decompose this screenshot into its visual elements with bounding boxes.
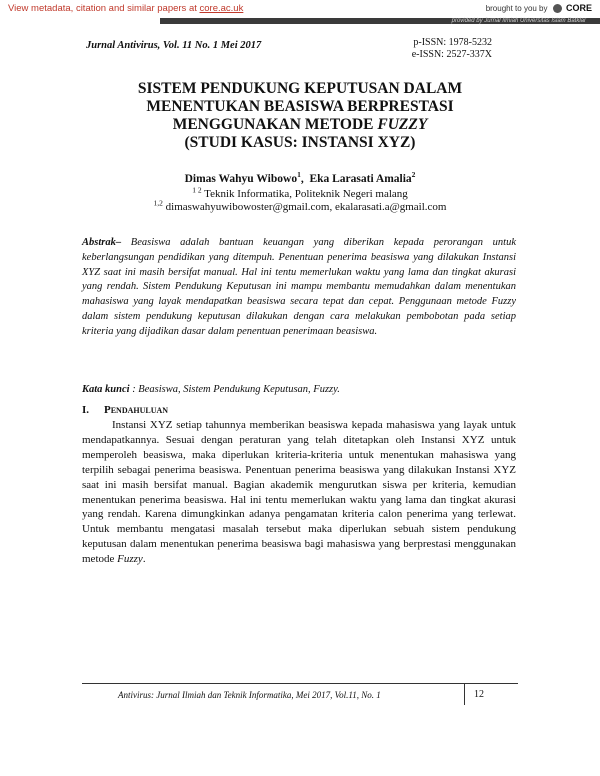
author-2: Eka Larasati Amalia (309, 173, 412, 185)
title-line-2: MENENTUKAN BEASISWA BERPRESTASI (146, 98, 454, 115)
core-ac-uk-link[interactable]: core.ac.uk (199, 3, 244, 14)
section-body: Instansi XYZ setiap tahunnya memberikan beasiswa kepada mahasiswa yang layak untuk mendapatkannya. Sesuai dengan peraturan yang telah ditetapkan oleh Instansi XYZ untuk memperoleh beasiswa, maka diperlukan kriteria-kriteria untuk menentukan mahasiswa yang terpilih sebagai penerima beasiswa. Penentuan penerima beasiswa yang dilakukan Instansi XYZ saat ini masih bersifat manual. Bagian akademik mengurutkan siswa per kriteria, kemudian menentukan penerima beasiswa. Hal ini tentu memerlukan waktu yang lama dan tingkat akurasi yang rendah. Karena dimungkinkan adanya pengamatan kriteria calon penerima yang terlewat. Untuk membantu mengatasi masalah tersebut maka diperlukan sebuah sistem pendukung keputusan dalam menentukan penerima beasiswa bagi mahasiswa yang berprestasi menggunakan metode Fuzzy. (82, 419, 516, 566)
abstract-label: Abstrak– (82, 237, 122, 248)
core-banner (0, 0, 600, 18)
footer-separator (464, 683, 465, 705)
provided-by-text: provided by Jurnal Ilmiah Universitas Islam Batklar (451, 18, 586, 24)
core-metadata-link[interactable] (8, 3, 243, 14)
author-1: Dimas Wahyu Wibowo (184, 173, 298, 185)
affiliation: $^{1 2}$ Teknik Informatika, Politeknik Negeri malang (192, 185, 408, 200)
abstract-text: Beasiswa adalah bantuan keuangan yang diberikan kepada perorangan untuk keberlangsungan pendidikan yang ditempuh. Penentuan penerima beasiswa yang dilakukan Instansi XYZ saat ini masih bersifat manual. Hal ini tentu memerlukan waktu yang lama dan tingkat akurasi yang rendah. Sistem Pendukung Keputusan ini mampu membantu memudahkan dalam menentukan mahasiswa yang layak mendapatkan beasiswa secara tepat dan cepat. Penggunaan metode Fuzzy dalam sistem pendukung keputusan dilakukan dengan cara melakukan pembobotan pada setiap kriteria yang dijadikan dasar dalam penentuan penerimaan beasiswa. (82, 237, 516, 337)
journal-header: Jurnal Antivirus, Vol. 11 No. 1 Mei 2017 (86, 40, 262, 51)
keywords (82, 384, 516, 395)
core-label: CORE (565, 3, 592, 13)
core-logo-icon (553, 4, 562, 13)
abstract (82, 236, 516, 340)
keywords-text: : Beasiswa, Sistem Pendukung Keputusan, Fuzzy. (132, 384, 340, 395)
paper-title (80, 80, 520, 152)
pissn: p-ISSN: 1978-5232 (413, 37, 492, 48)
section-heading (82, 404, 168, 416)
footer-rule (82, 683, 518, 684)
core-brand[interactable] (486, 3, 592, 13)
page-number: 12 (474, 689, 484, 700)
section-number: I. (82, 404, 90, 416)
section-title: Pendahuluan (104, 404, 169, 416)
affiliation-block (80, 185, 520, 214)
title-line-1: SISTEM PENDUKUNG KEPUTUSAN DALAM (137, 80, 463, 97)
eissn: e-ISSN: 2527-337X (411, 49, 492, 60)
core-link-prefix: View metadata, citation and similar papers at (8, 3, 197, 14)
author-emails: $^{1,2}$ dimaswahyuwibowoster@gmail.com, ekalarasati.a@gmail.com (153, 198, 447, 213)
keywords-label: Kata kunci (82, 384, 130, 395)
title-line-3: MENGGUNAKAN METODE FUZZY (172, 116, 428, 133)
issn-block (412, 37, 492, 61)
brought-to-you-text: brought to you by (485, 4, 548, 13)
title-line-4: (STUDI KASUS: INSTANSI XYZ) (184, 134, 416, 151)
footer-citation: Antivirus: Jurnal Ilmiah dan Teknik Informatika, Mei 2017, Vol.11, No. 1 (118, 690, 381, 700)
authors: Dimas Wahyu Wibowo$^1$, Eka Larasati Amalia$^2$ (184, 170, 416, 185)
